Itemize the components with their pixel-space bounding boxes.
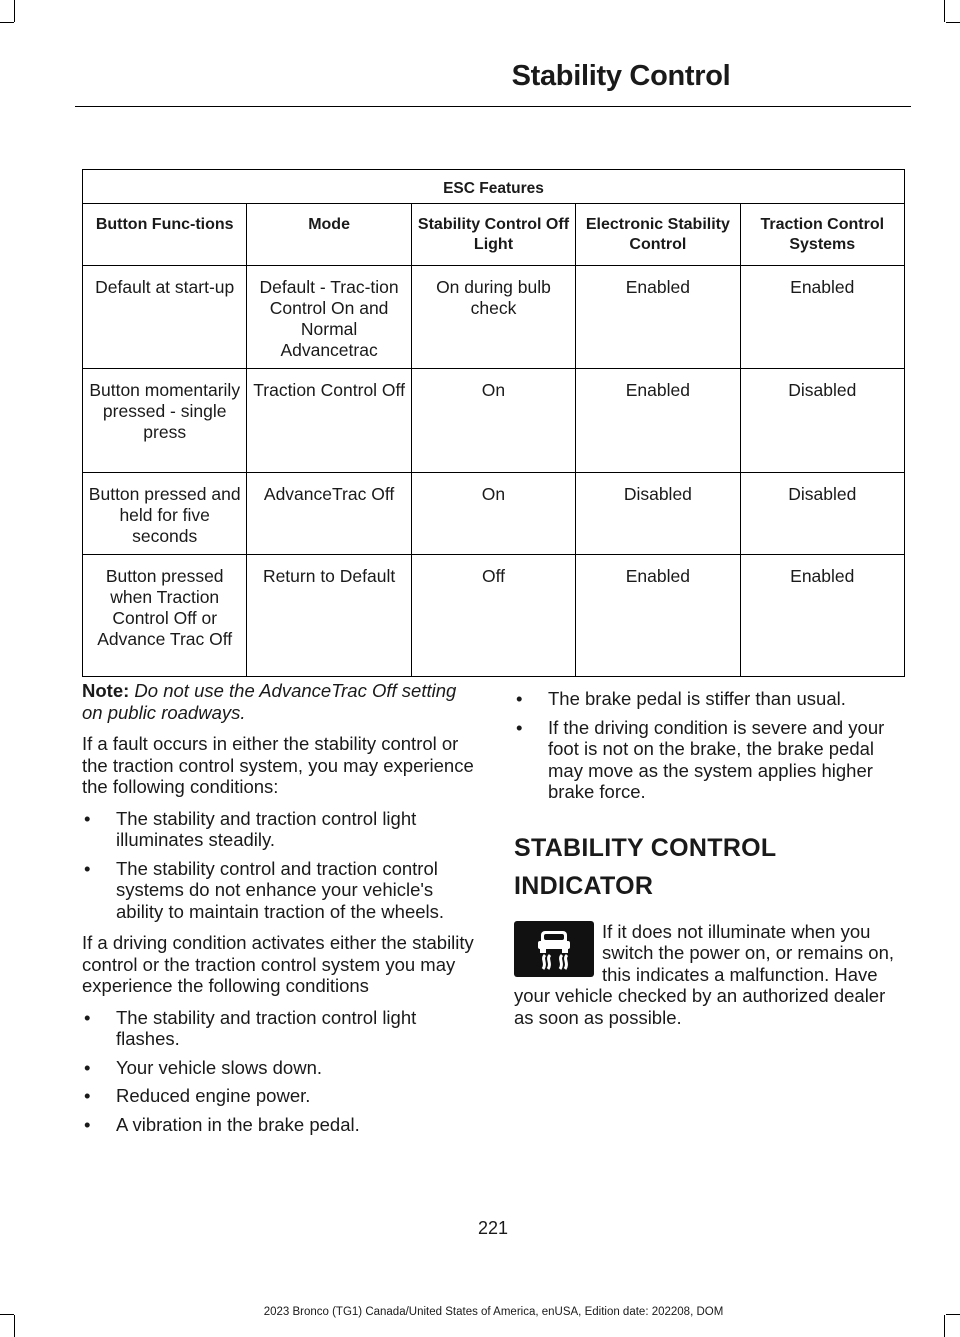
note [82, 680, 474, 723]
table-cell: On during bulb check [411, 266, 575, 369]
stability-control-warning-icon [514, 921, 594, 977]
table-cell: Disabled [740, 473, 904, 555]
indicator-text: If it does not illuminate when you switch the power on, or remains on, this indicates a malfunction. Have your vehicle checked by an authorized dealer as soon as possible. [514, 920, 895, 1028]
note-label: Note: [82, 680, 130, 701]
table-cell: Disabled [740, 369, 904, 473]
paragraph: If a fault occurs in either the stability control or the traction control system, you may experience the following conditions: [82, 733, 474, 797]
table-caption: ESC Features [83, 170, 905, 204]
table-cell: Enabled [576, 266, 740, 369]
table-cell: Off [411, 555, 575, 677]
crop-mark [944, 1315, 945, 1337]
table-cell: Button pressed when Traction Control Off or Advance Trac Off [83, 555, 247, 677]
crop-mark [944, 0, 945, 22]
bullet: • [84, 1113, 91, 1135]
left-column [82, 680, 474, 1145]
crop-mark [0, 22, 14, 23]
bullet: • [516, 716, 523, 738]
list-item: • Reduced engine power. [84, 1085, 311, 1106]
section-heading: STABILITY CONTROL INDICATOR [514, 833, 777, 900]
bullet-list [82, 808, 474, 923]
crop-mark [14, 1315, 15, 1337]
bullet: • [84, 1006, 91, 1028]
table-cell: Return to Default [247, 555, 411, 677]
bullet-list [82, 1007, 474, 1136]
page-number: 221 [477, 1218, 509, 1238]
column-header: Stability Control Off Light [411, 204, 575, 266]
bullet: • [84, 1056, 91, 1078]
indicator-description [514, 921, 908, 1029]
paragraph: If a driving condition activates either the stability control or the traction control system you may experience the following conditions [82, 932, 474, 996]
table-cell: Button pressed and held for five seconds [83, 473, 247, 555]
bullet: • [84, 1085, 91, 1106]
page-title: Stability Control [511, 60, 731, 92]
table-row [83, 473, 905, 555]
bullet-list [514, 688, 908, 803]
table-row [83, 555, 905, 677]
note-text: Do not use the AdvanceTrac Off setting on public roadways. [82, 680, 457, 723]
list-item: • A vibration in the brake pedal. [84, 1113, 360, 1135]
crop-mark [14, 0, 15, 22]
footer: 2023 Bronco (TG1) Canada/United States of America, enUSA, Edition date: 202208, DOM [263, 1306, 724, 1318]
bullet: • [84, 857, 91, 879]
list-item: • Your vehicle slows down. [84, 1056, 323, 1078]
table-cell: Disabled [576, 473, 740, 555]
column-header: Mode [247, 204, 411, 266]
table-cell: Default at start-up [83, 266, 247, 369]
table-cell: On [411, 473, 575, 555]
table-cell: On [411, 369, 575, 473]
list-item: • The stability control and traction control systems do not enhance your vehicle's ability to maintain traction of the wheels. [84, 857, 445, 922]
column-header: Traction Control Systems [740, 204, 904, 266]
list-item: • The stability and traction control light flashes. [84, 1006, 417, 1049]
table-cell: Enabled [576, 369, 740, 473]
column-header: Electronic Stability Control [576, 204, 740, 266]
table-row [83, 266, 905, 369]
bullet: • [84, 807, 91, 829]
list-item: • If the driving condition is severe and your foot is not on the brake, the brake pedal may move as the system applies higher brake force. [516, 716, 885, 802]
title-divider [75, 106, 911, 107]
right-column [514, 688, 908, 1028]
table-cell: AdvanceTrac Off [247, 473, 411, 555]
table-cell: Traction Control Off [247, 369, 411, 473]
table-cell: Default - Trac-tion Control On and Normal Advancetrac [247, 266, 411, 369]
crop-mark [946, 22, 960, 23]
table-cell: Enabled [740, 266, 904, 369]
table-cell: Enabled [740, 555, 904, 677]
table-row [83, 369, 905, 473]
column-header: Button Func-tions [83, 204, 247, 266]
table-cell: Button momentarily pressed - single press [83, 369, 247, 473]
esc-features-table [82, 169, 905, 677]
table-cell: Enabled [576, 555, 740, 677]
list-item: • The brake pedal is stiffer than usual. [516, 688, 846, 709]
list-item: • The stability and traction control light illuminates steadily. [84, 807, 417, 850]
bullet: • [516, 688, 523, 709]
